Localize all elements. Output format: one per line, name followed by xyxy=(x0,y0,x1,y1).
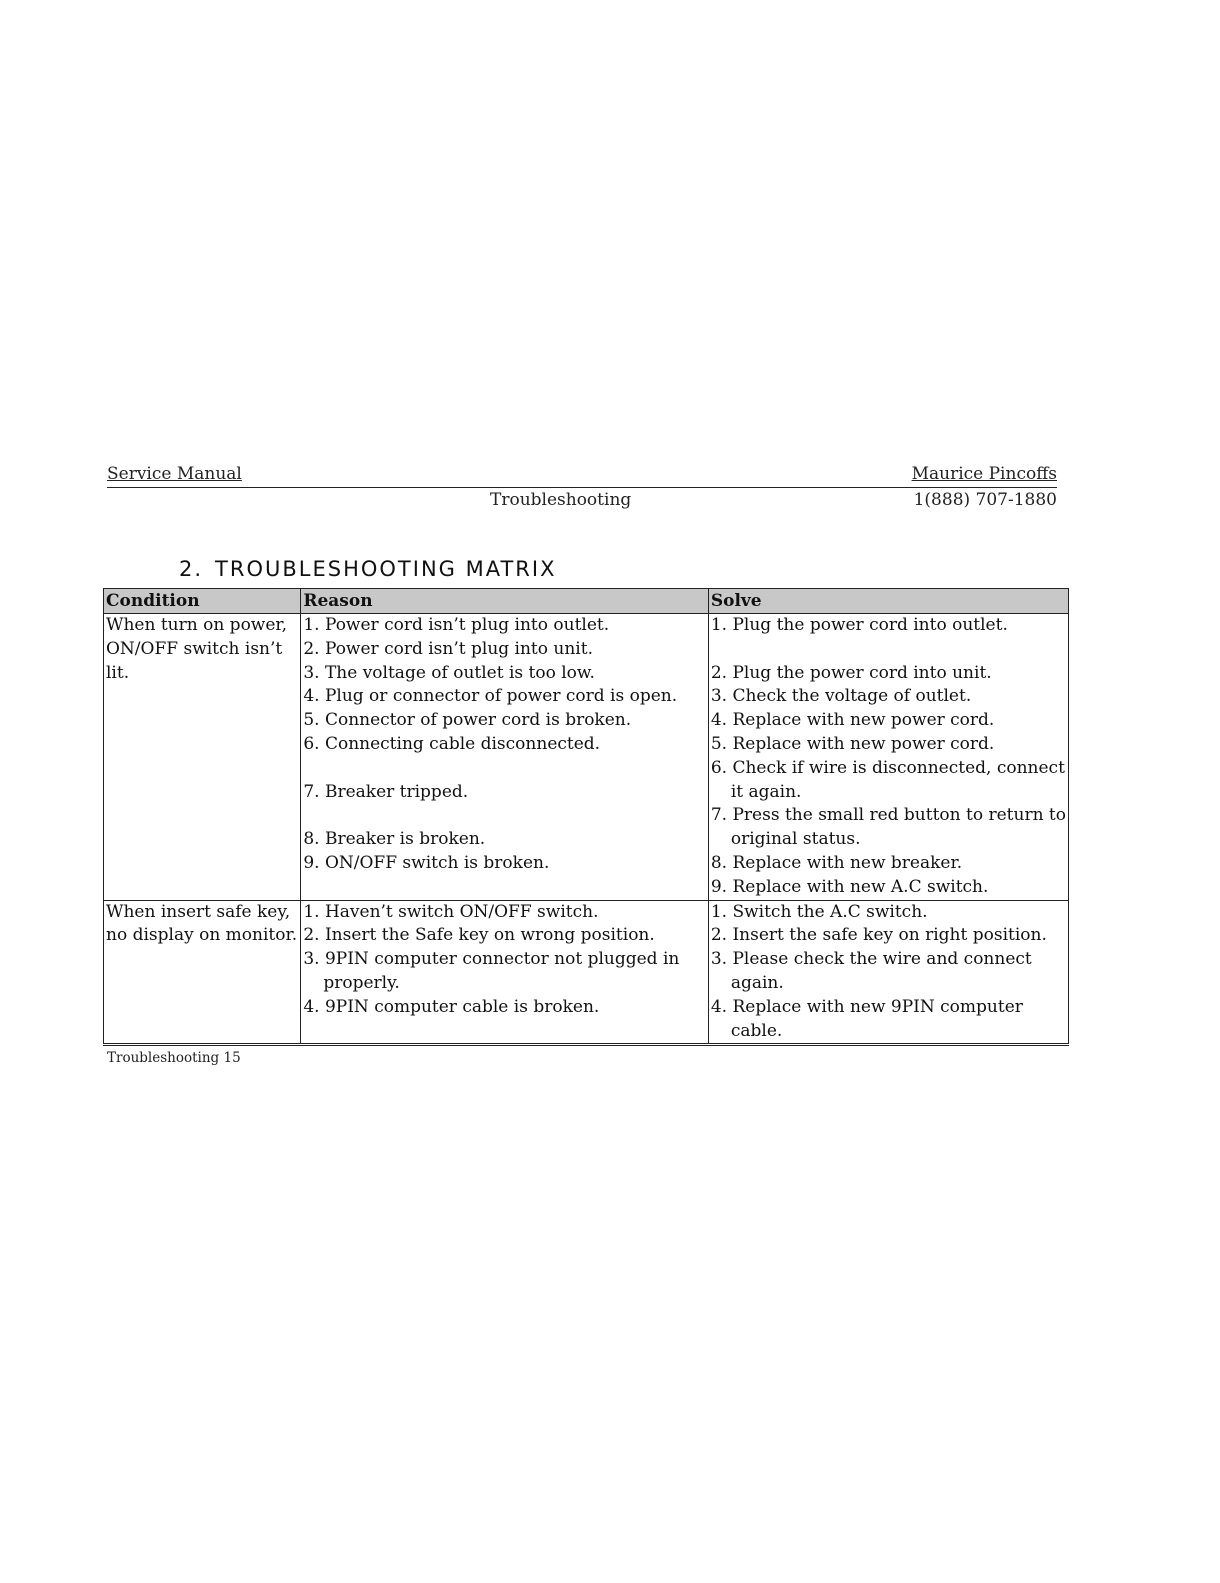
solve-line xyxy=(711,638,1066,662)
reason-line: 8. Breaker is broken. xyxy=(303,829,486,850)
solve-line: it again. xyxy=(730,781,802,802)
table-row xyxy=(104,614,1069,901)
solve-line: 2. Insert the safe key on right position. xyxy=(710,925,1047,946)
reason-line: 3. 9PIN computer connector not plugged in xyxy=(303,949,680,970)
solve-line: again. xyxy=(730,972,784,993)
header-author: Maurice Pincoffs xyxy=(911,464,1057,484)
table-header-row xyxy=(104,589,1069,614)
condition-text: When insert safe key, no display on monitor. xyxy=(106,901,298,946)
reason-line: 1. Haven’t switch ON/OFF switch. xyxy=(303,901,599,922)
reason-line: 7. Breaker tripped. xyxy=(303,781,469,802)
reason-line: 3. The voltage of outlet is too low. xyxy=(303,662,595,683)
reason-line: 1. Power cord isn’t plug into outlet. xyxy=(303,615,610,635)
header-section-name: Troubleshooting xyxy=(490,490,632,510)
troubleshooting-table xyxy=(103,588,1069,1044)
solve-line: 5. Replace with new power cord. xyxy=(710,733,995,754)
header-solve: Solve xyxy=(708,589,1068,614)
solve-line: 1. Plug the power cord into outlet. xyxy=(710,615,1008,635)
solve-line: 7. Press the small red button to return to xyxy=(710,805,1066,826)
condition-cell xyxy=(104,614,301,901)
table-bottom-rule xyxy=(103,1045,1069,1046)
solve-cell xyxy=(708,900,1068,1044)
header-reason: Reason xyxy=(301,589,709,614)
reason-line: 4. Plug or connector of power cord is open. xyxy=(303,686,678,707)
reason-line: 2. Power cord isn’t plug into unit. xyxy=(303,638,593,659)
header-condition: Condition xyxy=(104,589,301,614)
reason-line: properly. xyxy=(323,972,400,993)
page-footer: Troubleshooting 15 xyxy=(107,1050,241,1066)
reason-cell xyxy=(301,614,709,901)
reason-line: 6. Connecting cable disconnected. xyxy=(303,733,601,754)
solve-line: 3. Please check the wire and connect xyxy=(710,949,1032,970)
table-row xyxy=(104,900,1069,1044)
solve-line: 2. Plug the power cord into unit. xyxy=(710,662,992,683)
solve-cell xyxy=(708,614,1068,901)
section-title: TROUBLESHOOTING MATRIX xyxy=(215,557,557,581)
solve-line: 3. Check the voltage of outlet. xyxy=(710,686,972,707)
condition-text: When turn on power, ON/OFF switch isn’t lit. xyxy=(106,615,288,683)
reason-line: 2. Insert the Safe key on wrong position. xyxy=(303,925,655,946)
reason-cell xyxy=(301,900,709,1044)
section-number: 2. xyxy=(179,557,204,581)
header-manual-title: Service Manual xyxy=(107,464,242,484)
reason-line xyxy=(303,804,706,828)
solve-line: 4. Replace with new 9PIN computer xyxy=(710,996,1023,1017)
section-heading xyxy=(179,555,556,583)
solve-line: original status. xyxy=(730,829,861,850)
solve-line: 8. Replace with new breaker. xyxy=(710,852,963,873)
solve-line: cable. xyxy=(730,1020,783,1041)
solve-line: 9. Replace with new A.C switch. xyxy=(710,876,989,897)
header-top-row xyxy=(107,463,1057,488)
condition-cell xyxy=(104,900,301,1044)
solve-line: 6. Check if wire is disconnected, connect xyxy=(710,757,1065,778)
solve-line: 4. Replace with new power cord. xyxy=(710,710,995,731)
reason-line: 9. ON/OFF switch is broken. xyxy=(303,852,550,873)
solve-line: 1. Switch the A.C switch. xyxy=(710,901,928,922)
header-phone: 1(888) 707-1880 xyxy=(913,490,1057,510)
page-header xyxy=(107,463,1057,512)
reason-line xyxy=(303,757,706,781)
reason-line: 4. 9PIN computer cable is broken. xyxy=(303,996,600,1017)
header-bottom-row xyxy=(107,488,1057,512)
reason-line: 5. Connector of power cord is broken. xyxy=(303,710,632,731)
